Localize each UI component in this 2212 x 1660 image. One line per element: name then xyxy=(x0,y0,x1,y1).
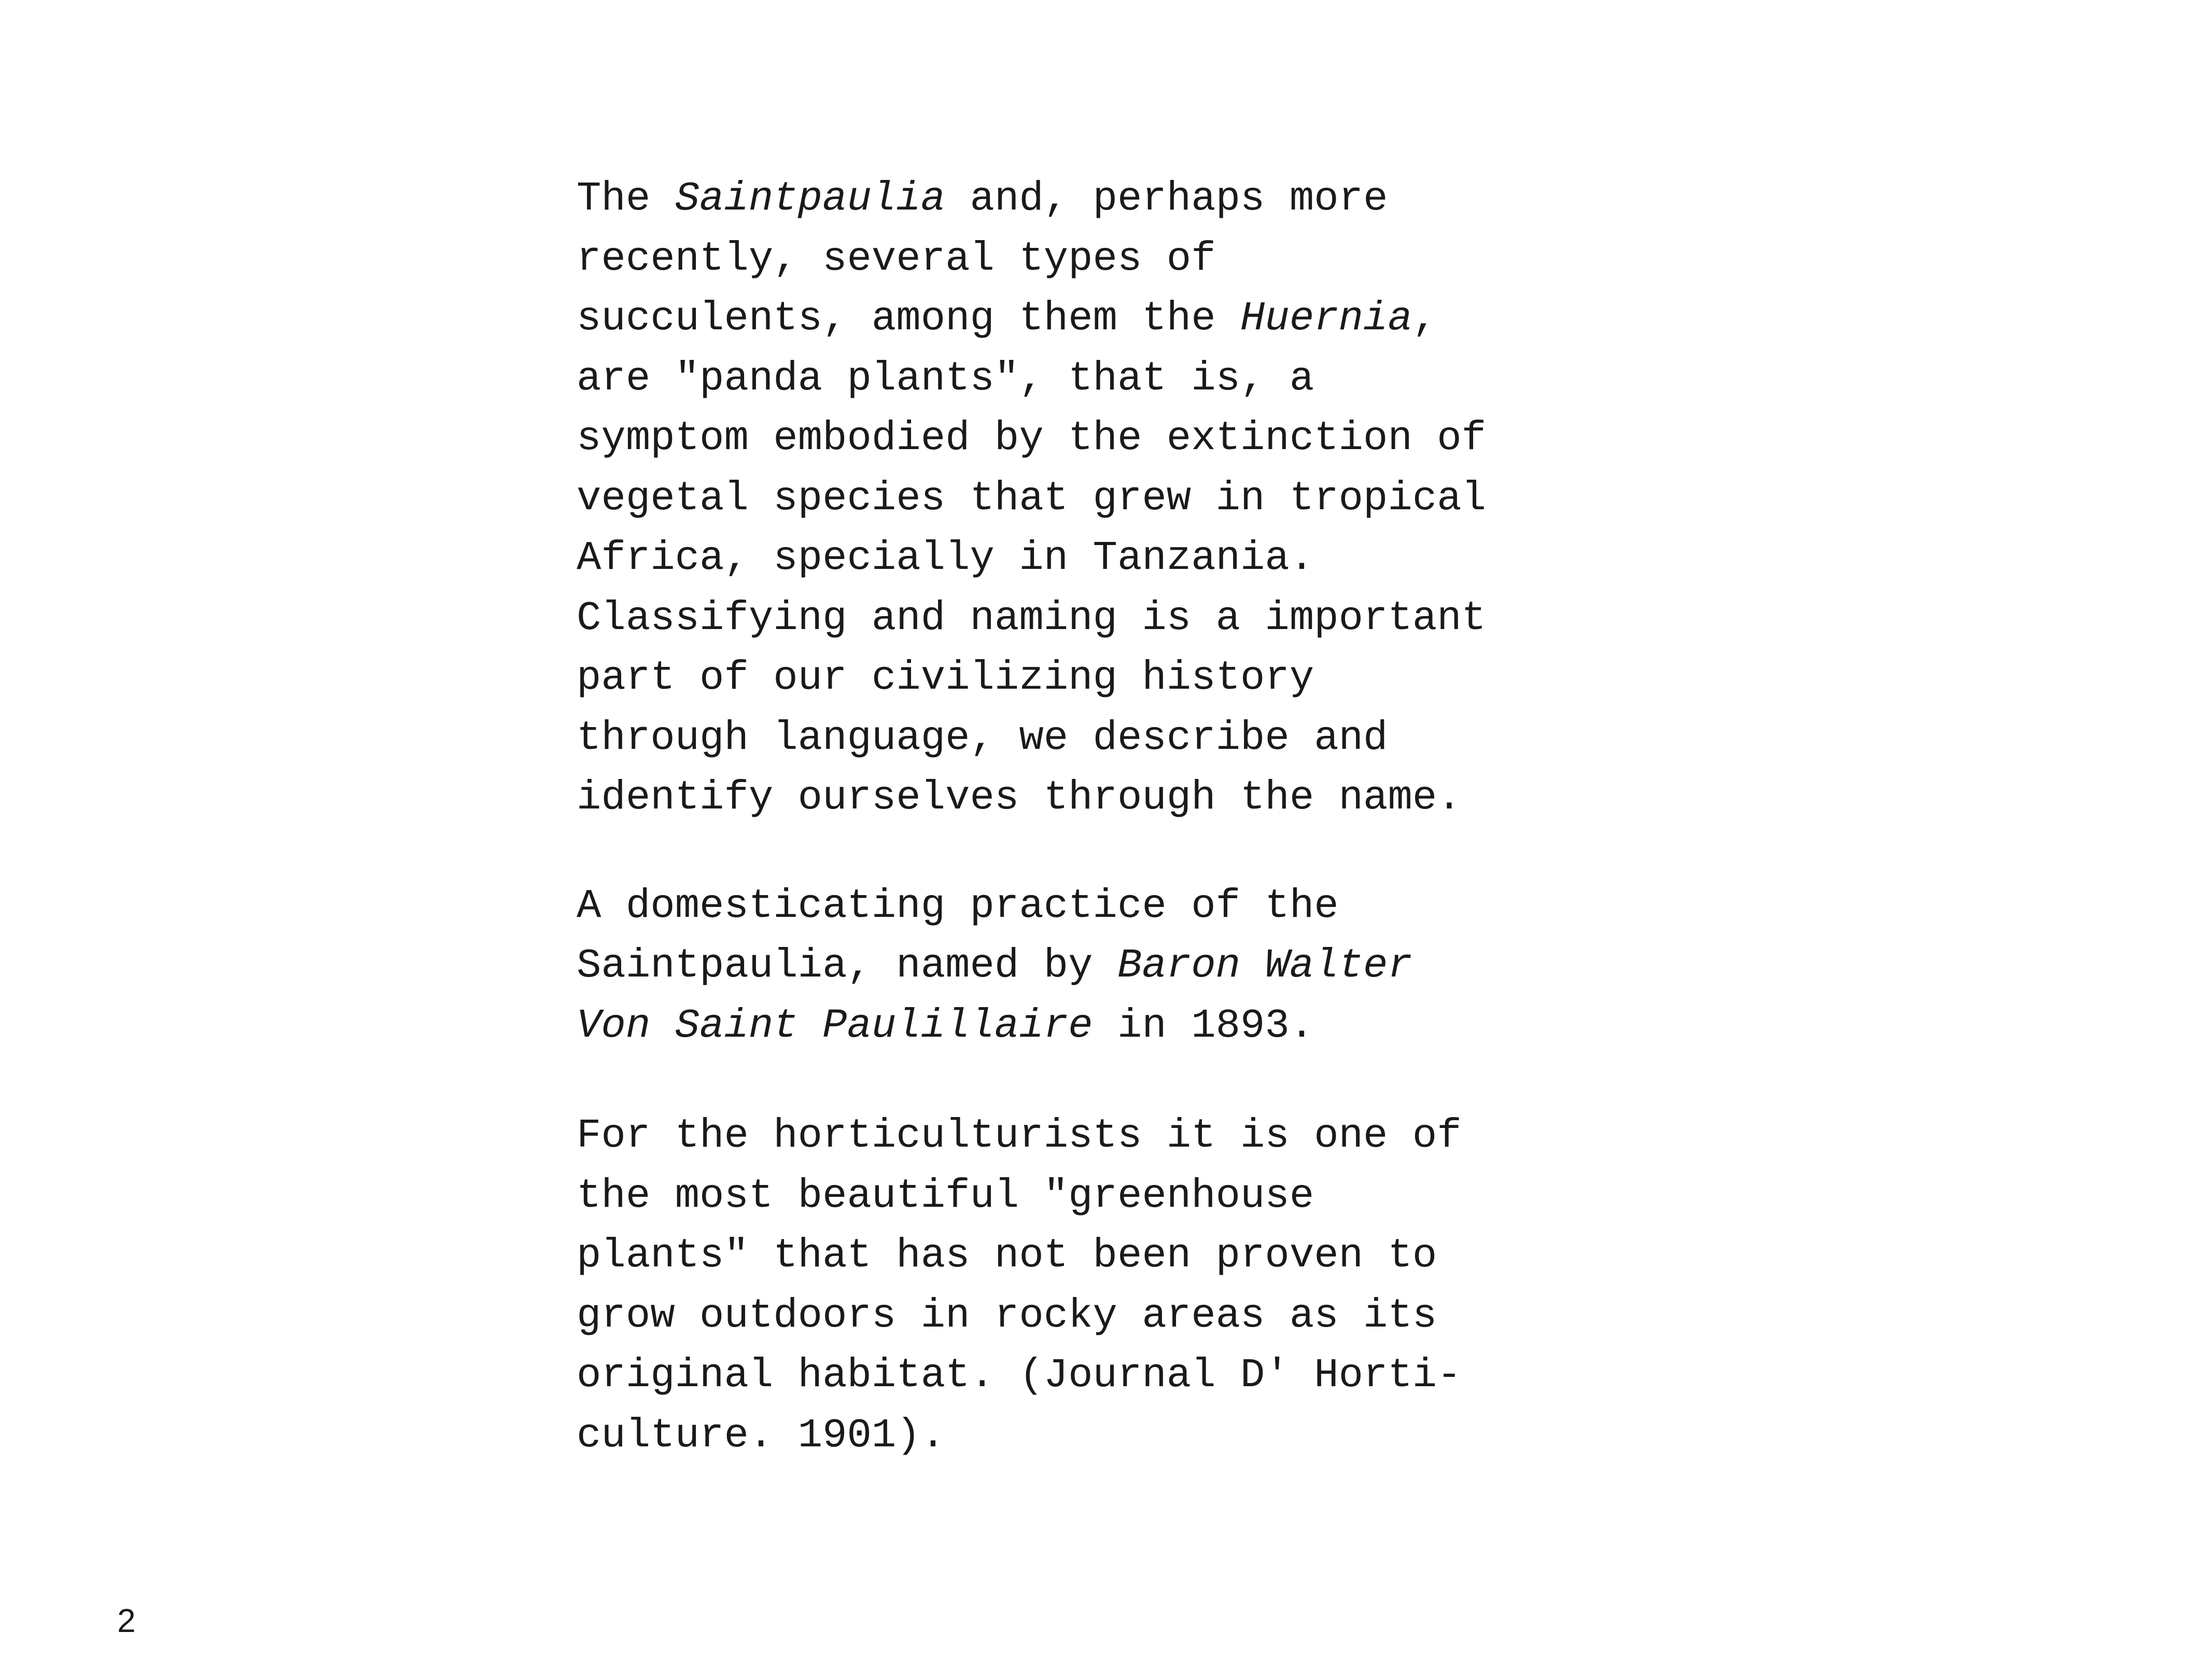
text-run: are "panda plants", that is, a xyxy=(577,355,1314,402)
text-run: through language, we describe and xyxy=(577,714,1388,761)
text-line xyxy=(577,528,1562,589)
text-line xyxy=(577,648,1562,708)
text-run: A domesticating practice of the xyxy=(577,882,1339,929)
text-line xyxy=(577,589,1562,649)
text-line xyxy=(577,1166,1562,1226)
text-run: Saintpaulia, named by xyxy=(577,942,1117,989)
text-run: succulents, among them the xyxy=(577,295,1241,342)
text-run: and, perhaps more xyxy=(945,175,1388,222)
body-text xyxy=(577,169,1562,1466)
text-line xyxy=(577,1106,1562,1166)
text-run: Classifying and naming is a important xyxy=(577,594,1487,641)
text-run: plants" that has not been proven to xyxy=(577,1232,1437,1279)
text-line xyxy=(577,349,1562,409)
text-line xyxy=(577,1226,1562,1286)
text-run: in 1893. xyxy=(1093,1002,1314,1049)
text-run: vegetal species that grew in tropical xyxy=(577,475,1487,522)
italic-text: Saintpaulia xyxy=(675,175,946,222)
text-run: culture. 1901). xyxy=(577,1412,946,1459)
text-run: identify ourselves through the name. xyxy=(577,774,1462,821)
text-line xyxy=(577,289,1562,349)
paragraph-1 xyxy=(577,169,1562,828)
text-run: Africa, specially in Tanzania. xyxy=(577,535,1314,581)
text-run: original habitat. (Journal D' Horti- xyxy=(577,1352,1462,1399)
text-run: The xyxy=(577,175,675,222)
page-number: 2 xyxy=(117,1602,136,1639)
text-run: grow outdoors in rocky areas as its xyxy=(577,1292,1437,1339)
paragraph-3 xyxy=(577,1106,1562,1466)
text-line xyxy=(577,409,1562,469)
text-run: , xyxy=(1412,295,1437,342)
text-line xyxy=(577,169,1562,229)
text-line xyxy=(577,1346,1562,1406)
text-line xyxy=(577,996,1562,1056)
paragraph-2 xyxy=(577,876,1562,1056)
text-run: the most beautiful "greenhouse xyxy=(577,1172,1314,1219)
italic-text: Von Saint Paulillaire xyxy=(577,1002,1093,1049)
italic-text: Baron Walter xyxy=(1117,942,1412,989)
text-line xyxy=(577,1286,1562,1346)
text-line xyxy=(577,876,1562,937)
text-run: For the horticulturists it is one of xyxy=(577,1112,1462,1159)
text-line xyxy=(577,936,1562,996)
text-line xyxy=(577,229,1562,289)
text-run: symptom embodied by the extinction of xyxy=(577,415,1487,462)
text-line xyxy=(577,1406,1562,1466)
text-run: part of our civilizing history xyxy=(577,654,1314,701)
text-line xyxy=(577,469,1562,529)
italic-text: Huernia xyxy=(1240,295,1412,342)
text-line xyxy=(577,708,1562,769)
text-line xyxy=(577,768,1562,828)
text-run: recently, several types of xyxy=(577,235,1216,282)
